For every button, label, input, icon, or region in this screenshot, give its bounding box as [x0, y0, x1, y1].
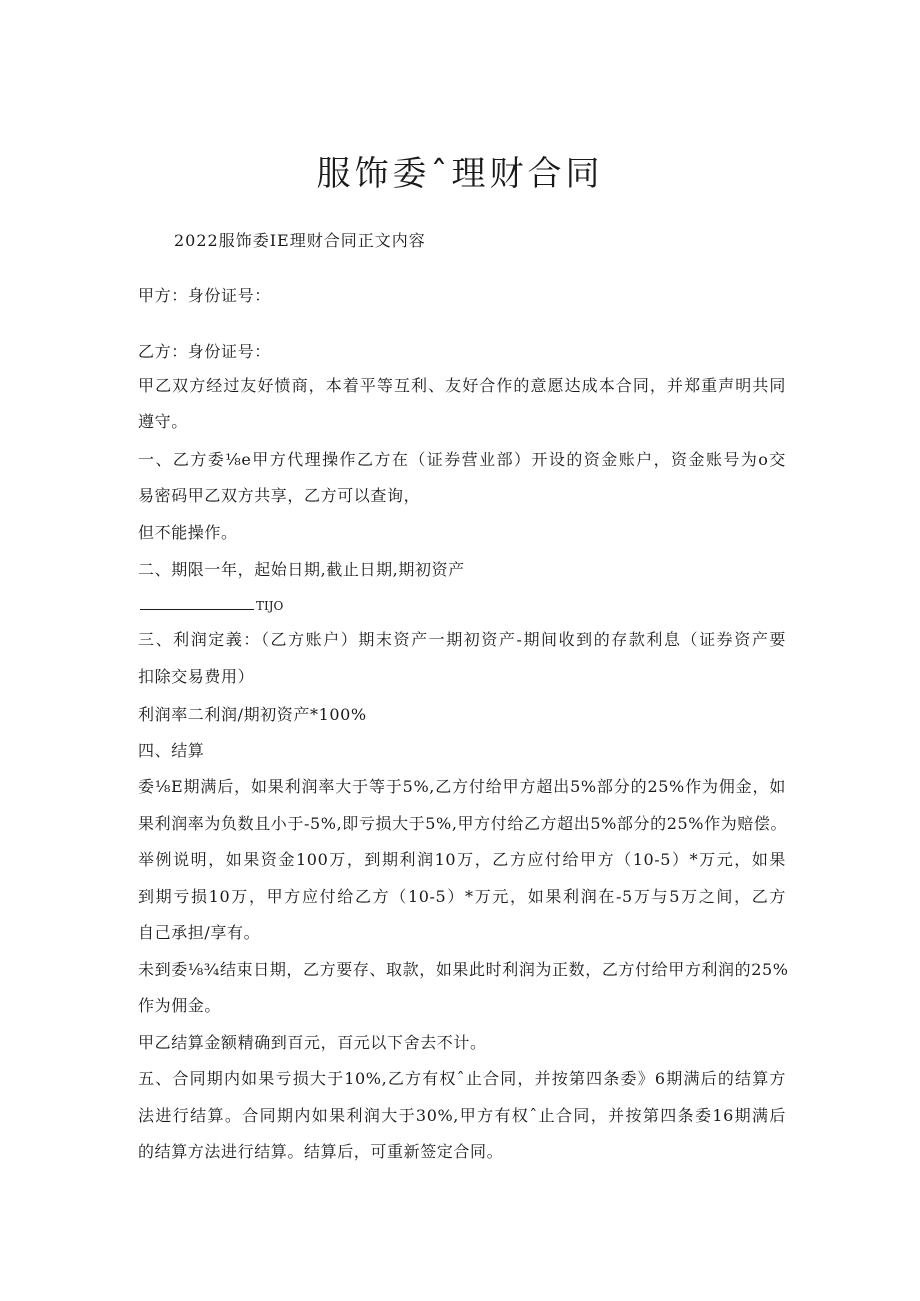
clause-3-line: 扣除交易费用）: [138, 667, 255, 686]
clause-2-line: 二、期限一年，起始日期,截止日期,期初资产: [138, 560, 465, 579]
clause-5-line: 法进行结算。合同期内如果利润大于30%,甲方有权ˆ止合同，并按第四条委16期满后: [138, 1106, 786, 1125]
blank-field: [140, 598, 283, 614]
clause-4-line: 作为佣金。: [138, 996, 222, 1015]
clause-4-line: 到期亏损10万，甲方应付给乙方（10-5）*万元，如果利润在-5万与5万之间，乙方: [138, 887, 786, 906]
paragraph-line: 甲乙双方经过友好愤商，本着平等互利、友好合作的意愿达成本合同，并郑重声明共同: [138, 376, 786, 395]
clause-3-line: 三、利润定義：（乙方账户）期末资产一期初资产-期间收到的存款利息（证券资产要: [138, 630, 786, 649]
clause-4-line: 未到委⅛¾结束日期，乙方要存、取款，如果此时利润为正数，乙方付给甲方利润的25%: [138, 960, 789, 979]
clause-4-line: 自己承担/享有。: [138, 923, 261, 942]
document-title: 服饰委ˆ理财合同: [316, 154, 604, 194]
clause-4-line: 果利润率为负数且小于-5%,即亏损大于5%,甲方付给乙方超出5%部分的25%作为赔偿。: [138, 814, 788, 833]
clause-1-line: 一、乙方委⅛e甲方代理操作乙方在（证券营业部）开设的资金账户，资金账号为o交: [138, 450, 786, 469]
blank-rule: [140, 598, 254, 610]
clause-5-line: 的结算方法进行结算。结算后，可重新签定合同。: [138, 1142, 504, 1161]
party-a-line: 甲方：身份证号：: [138, 286, 271, 305]
document-subtitle: 2022服饰委IE理财合同正文内容: [174, 231, 426, 250]
clause-4-line: 举例说明，如果资金100万，到期利润10万，乙方应付给甲方（10-5）*万元，如果: [138, 850, 786, 869]
clause-1-line: 但不能操作。: [138, 523, 238, 542]
formula-line: 利润率二利润/期初资产*100%: [138, 705, 367, 724]
clause-4-line: 甲乙结算金额精确到百元，百元以下舍去不计。: [138, 1033, 487, 1052]
clause-5-line: 五、合同期内如果亏损大于10%,乙方有权ˆ止合同，并按第四条委》6期满后的结算方: [138, 1069, 786, 1088]
party-b-line: 乙方：身份证号：: [138, 342, 271, 361]
clause-4-line: 委⅛E期满后，如果利润率大于等于5%,乙方付给甲方超出5%部分的25%作为佣金，如: [138, 777, 786, 796]
paragraph-line: 遵守。: [138, 412, 188, 431]
clause-1-line: 易密码甲乙双方共享，乙方可以查询，: [138, 486, 421, 505]
blank-suffix: TIJO: [256, 599, 284, 613]
clause-4-heading: 四、结算: [138, 741, 205, 760]
